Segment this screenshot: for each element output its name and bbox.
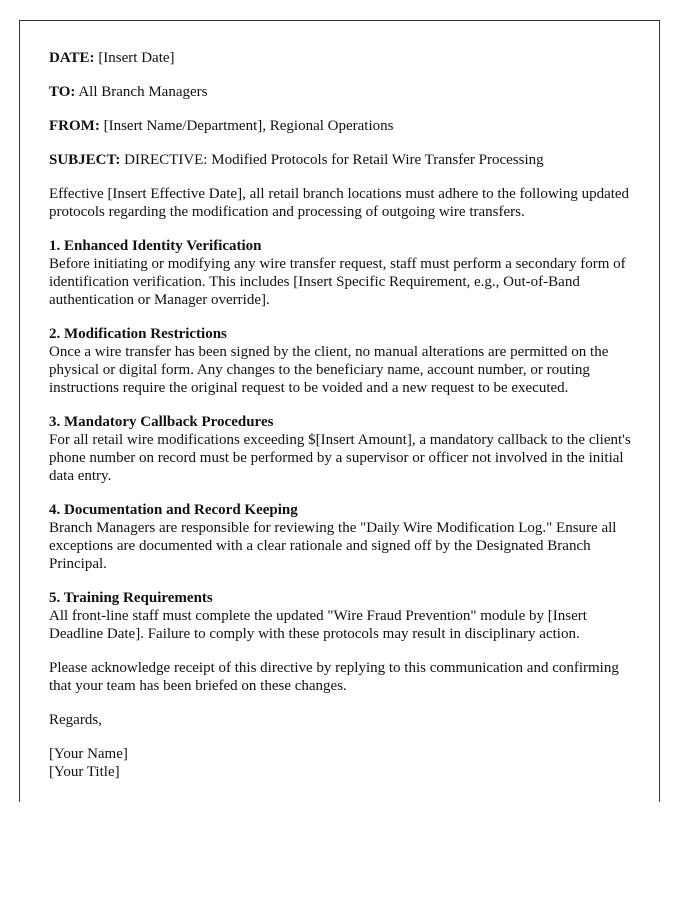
section-body: For all retail wire modifications exceeding $[Insert Amount], a mandatory callback to the client's phone number on record must be performed by a supervisor or officer not involved in the initial data entry. [49,432,631,484]
intro-paragraph: Effective [Insert Effective Date], all retail branch locations must adhere to the following updated protocols regarding the modification and processing of outgoing wire transfers. [49,186,630,220]
subject-value: DIRECTIVE: Modified Protocols for Retail Wire Transfer Processing [124,152,544,168]
from-value: [Insert Name/Department], Regional Operations [103,118,394,134]
section-title: 1. Enhanced Identity Verification [49,238,262,254]
section-5 [49,589,633,643]
closing-paragraph: Please acknowledge receipt of this directive by replying to this communication and confirming that your team has been briefed on these changes. [49,660,619,694]
section-title: 3. Mandatory Callback Procedures [49,414,274,430]
section-body: Once a wire transfer has been signed by the client, no manual alterations are permitted on the physical or digital form. Any changes to the beneficiary name, account number, or routing instructions require the original request to be voided and a new request to be executed. [49,344,609,396]
section-1 [49,237,633,309]
section-3 [49,413,633,485]
from-label: FROM: [49,118,100,134]
section-title: 5. Training Requirements [49,590,213,606]
section-4 [49,501,633,573]
memo-content [49,49,633,781]
signature-title: [Your Title] [49,764,120,780]
to-value: All Branch Managers [78,84,208,100]
to-label: TO: [49,84,76,100]
memo-page [19,20,660,802]
subject-label: SUBJECT: [49,152,121,168]
section-title: 4. Documentation and Record Keeping [49,502,298,518]
date-value: [Insert Date] [98,50,175,66]
date-line [49,49,633,67]
section-title: 2. Modification Restrictions [49,326,227,342]
signature-name: [Your Name] [49,746,128,762]
section-body: Before initiating or modifying any wire transfer request, staff must perform a secondary form of identification verification. This includes [Insert Specific Requirement, e.g., Out-of-Band authentication or Manager override]. [49,256,626,308]
regards: Regards, [49,712,102,728]
to-line [49,83,633,101]
from-line [49,117,633,135]
section-body: All front-line staff must complete the updated "Wire Fraud Prevention" module by [Insert Deadline Date]. Failure to comply with these protocols may result in disciplinary action. [49,608,587,642]
date-label: DATE: [49,50,95,66]
section-2 [49,325,633,397]
section-body: Branch Managers are responsible for reviewing the "Daily Wire Modification Log." Ensure all exceptions are documented with a clear rationale and signed off by the Designated Branch Principal. [49,520,617,572]
subject-line [49,151,633,169]
